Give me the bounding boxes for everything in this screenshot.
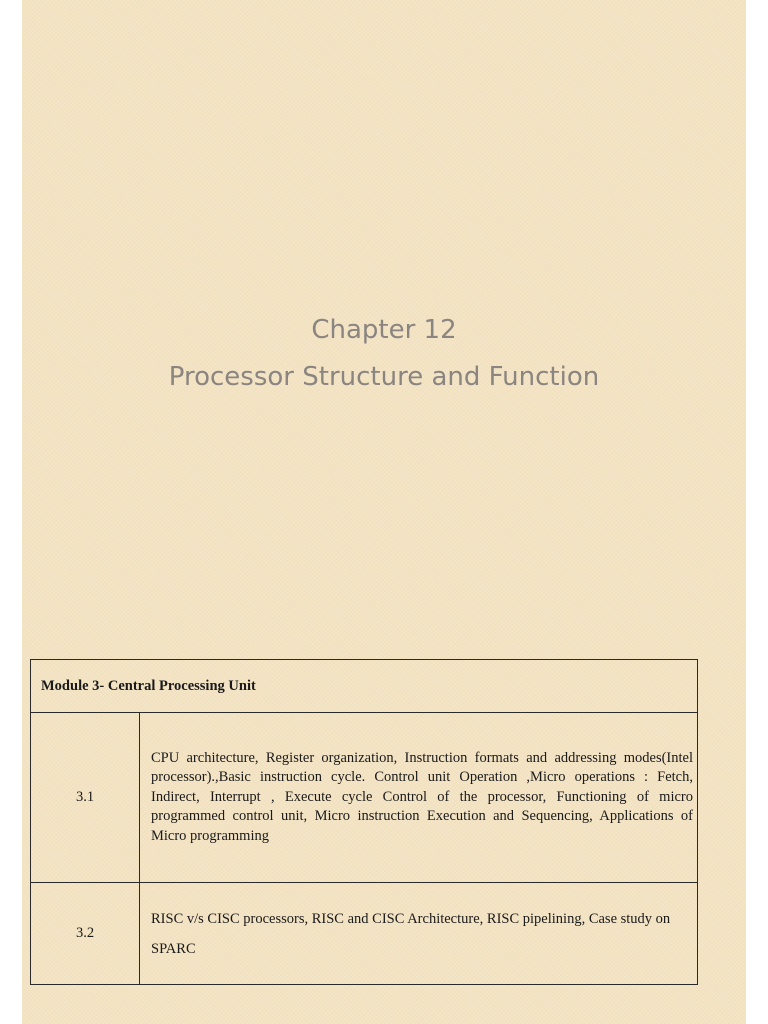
topic-number: 3.2 (31, 883, 140, 985)
topic-number: 3.1 (31, 713, 140, 883)
chapter-title-block (22, 308, 746, 402)
slide-page (22, 0, 746, 1024)
module-heading-row (31, 660, 698, 713)
topic-description: CPU architecture, Register organization, Instruction formats and addressing modes(Intel processor).,Basic instruction cycle. Control unit Operation ,Micro operations : Fetch, Indirect, Interrupt , Execute cycle Control of the processor, Functioning of micro programmed control unit, Micro instruction Execution and Sequencing, Applications of Micro programming (140, 713, 698, 883)
syllabus-table (30, 659, 698, 985)
chapter-title: Processor Structure and Function (168, 362, 600, 392)
chapter-number: Chapter 12 (311, 315, 457, 345)
module-heading: Module 3- Central Processing Unit (31, 660, 698, 713)
table-row (31, 883, 698, 985)
table-row (31, 713, 698, 883)
topic-description: RISC v/s CISC processors, RISC and CISC Architecture, RISC pipelining, Case study on SPARC (140, 883, 698, 985)
